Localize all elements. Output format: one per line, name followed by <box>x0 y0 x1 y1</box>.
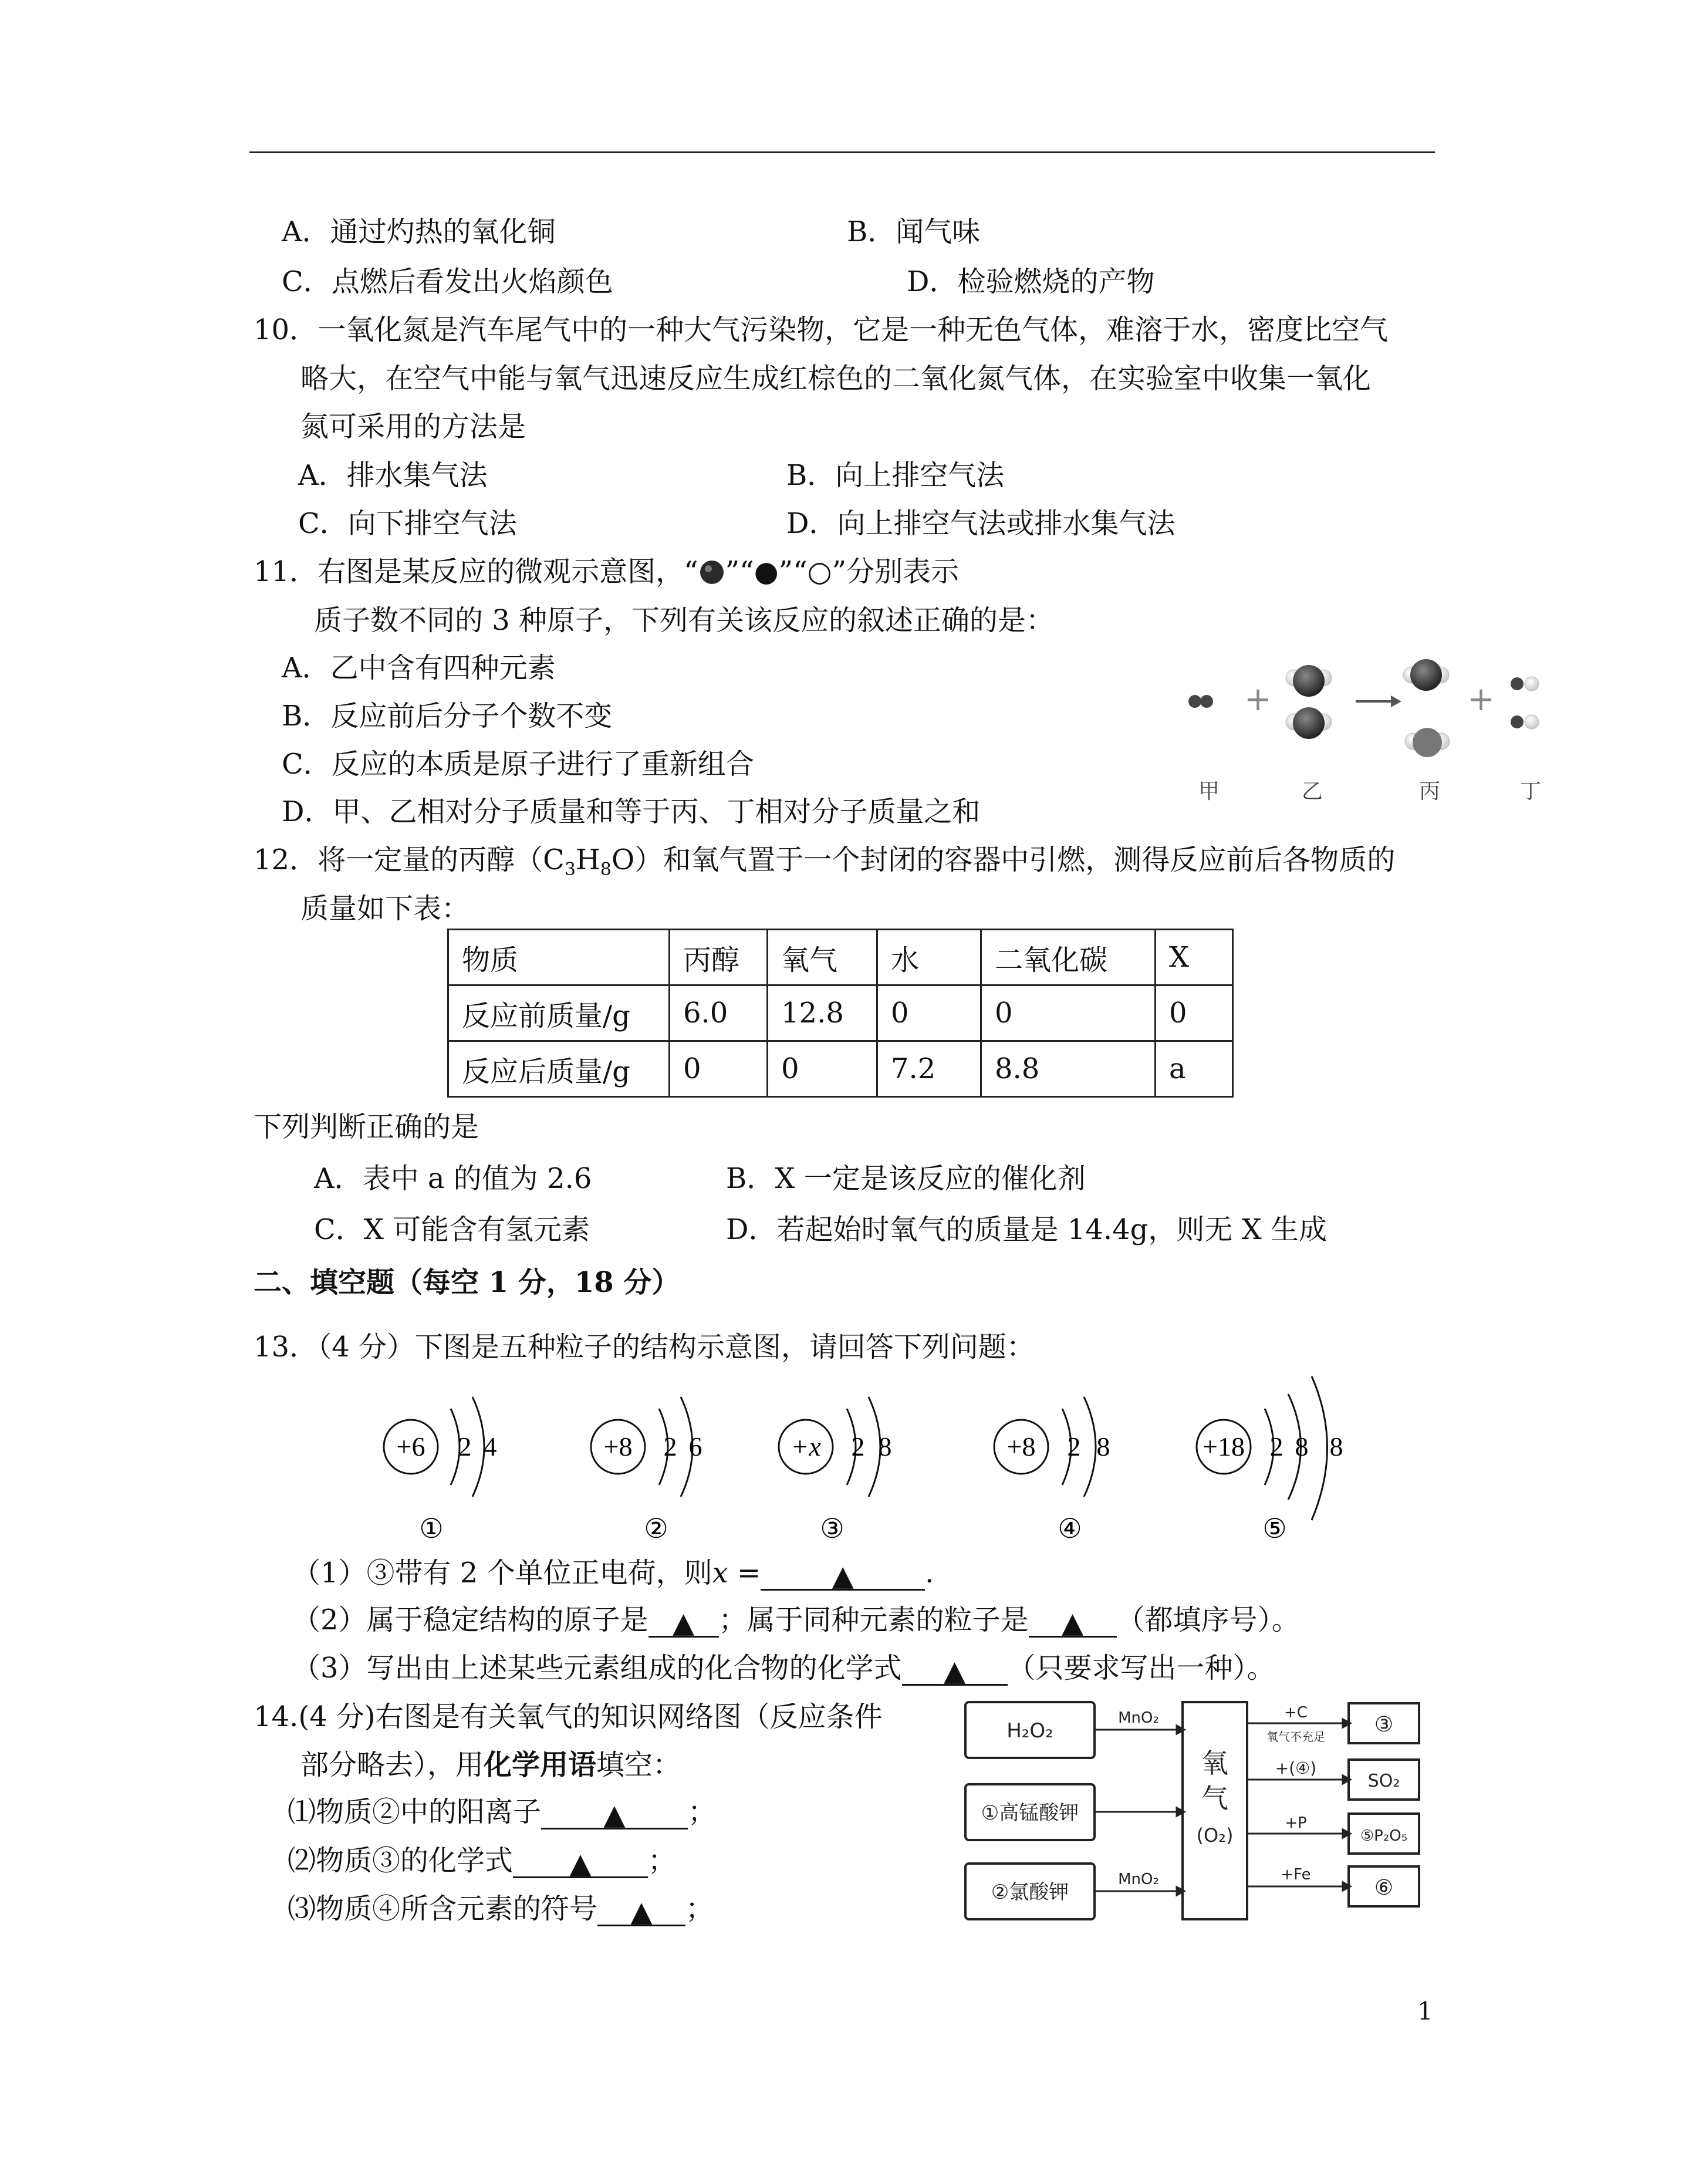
table-cell: 反应前质量/g <box>448 985 670 1041</box>
q13-part3-text-a: （3）写出由上述某些元素组成的化合物的化学式 <box>292 1652 902 1685</box>
catalyst-label-1: MnO₂ <box>1118 1709 1159 1727</box>
particle-2 <box>591 1397 702 1544</box>
svg-text:2: 2 <box>1067 1432 1081 1461</box>
q14-stem-part3: 填空： <box>596 1748 681 1781</box>
q12-sub-3: 3 <box>564 859 576 880</box>
center-oxygen-char1: 氧 <box>1201 1747 1228 1779</box>
q13-answer-blank-3[interactable]: ▲ <box>1029 1605 1117 1638</box>
oxygen-network-diagram <box>962 1696 1426 1925</box>
q14-part3 <box>288 1891 714 1926</box>
box-kclo3: ②氯酸钾 <box>991 1881 1069 1904</box>
q13-part1 <box>292 1555 934 1591</box>
label-bing: 丙 <box>1419 779 1441 804</box>
q14-part3-text: ⑶物质④所含元素的符号 <box>288 1892 598 1925</box>
q14-part1 <box>288 1794 716 1829</box>
table-row <box>448 985 1233 1041</box>
svg-text:③: ③ <box>820 1514 845 1544</box>
svg-text:6: 6 <box>688 1432 702 1461</box>
q14-stem-line1: 14.(4 分)右图是有关氧气的知识网络图（反应条件 <box>254 1700 883 1733</box>
svg-text:2: 2 <box>851 1432 865 1461</box>
q10-option-c: C．向下排空气法 <box>298 507 517 540</box>
header-rule <box>249 151 1435 153</box>
q10-stem-line1: 10．一氧化氮是汽车尾气中的一种大气污染物，它是一种无色气体，难溶于水，密度比空气 <box>254 313 1389 346</box>
particle-3 <box>779 1397 892 1544</box>
svg-text:+x: +x <box>791 1432 821 1461</box>
table-cell: 0 <box>877 985 981 1041</box>
svg-text:2: 2 <box>458 1432 472 1461</box>
label-ding: 丁 <box>1520 779 1542 804</box>
q9-option-a: A．通过灼热的氧化铜 <box>282 215 556 248</box>
table-cell: 7.2 <box>877 1041 981 1097</box>
q11-option-c: C．反应的本质是原子进行了重新组合 <box>282 748 754 781</box>
svg-text:8: 8 <box>1295 1432 1309 1461</box>
q12-h: H <box>575 843 600 876</box>
table-cell: X <box>1156 930 1233 985</box>
table-cell: 0 <box>1156 985 1233 1041</box>
q13-part2-text-c: （都填序号）。 <box>1116 1604 1300 1636</box>
q13-stem: 13．（4 分）下图是五种粒子的结构示意图，请回答下列问题： <box>254 1331 1035 1363</box>
svg-text:2: 2 <box>1269 1432 1283 1461</box>
catalyst-label-2: MnO₂ <box>1118 1871 1159 1888</box>
q14-answer-blank-2[interactable]: ▲ <box>513 1846 648 1878</box>
q9-option-c: C．点燃后看发出火焰颜色 <box>282 265 613 298</box>
q13-part2-text-a: （2）属于稳定结构的原子是 <box>292 1604 648 1636</box>
q14-stem-bold: 化学用语 <box>484 1748 597 1781</box>
q11-stem-line1 <box>254 554 959 589</box>
q14-answer-blank-3[interactable]: ▲ <box>597 1894 685 1926</box>
q14-stem-part1: 部分略去），用 <box>300 1748 484 1781</box>
q12-option-d: D．若起始时氧气的质量是 14.4g，则无 X 生成 <box>726 1213 1328 1246</box>
box-kmno4: ①高锰酸钾 <box>981 1801 1079 1825</box>
table-cell: 反应后质量/g <box>448 1041 670 1097</box>
q13-part2 <box>292 1602 1300 1638</box>
svg-text:4: 4 <box>483 1432 497 1461</box>
arrow-label-4: +(④) <box>1275 1758 1317 1778</box>
q13-answer-blank-2[interactable]: ▲ <box>648 1605 719 1638</box>
q14-part2 <box>288 1843 676 1878</box>
q12-prompt: 下列判断正确的是 <box>254 1110 479 1143</box>
q14-answer-blank-1[interactable]: ▲ <box>541 1797 688 1829</box>
svg-text:+8: +8 <box>603 1432 633 1461</box>
table-cell: 6.0 <box>670 985 768 1041</box>
q10-option-b: B．向上排空气法 <box>786 459 1005 492</box>
center-oxygen-char2: 气 <box>1201 1783 1228 1814</box>
q13-part3 <box>292 1650 1275 1686</box>
arrow-label-insufficient: 氧气不充足 <box>1266 1730 1325 1744</box>
table-cell: 水 <box>877 930 981 985</box>
q11-stem-line2: 质子数不同的 3 种原子，下列有关该反应的叙述正确的是： <box>314 604 1055 637</box>
page-number: 1 <box>1417 1997 1433 2026</box>
svg-text:8: 8 <box>878 1432 892 1461</box>
label-jia: 甲 <box>1198 779 1220 804</box>
q14-part2-text: ⑵物质③的化学式 <box>288 1844 514 1877</box>
product-bing-molecule <box>1403 659 1450 757</box>
q12-stem-line1 <box>254 842 1395 887</box>
svg-text:2: 2 <box>663 1432 677 1461</box>
q13-answer-blank-1[interactable]: ▲ <box>761 1558 925 1591</box>
reactant-yi-molecule <box>1286 665 1332 739</box>
q14-part1-semi: ； <box>688 1795 717 1828</box>
q9-option-d: D．检验燃烧的产物 <box>907 265 1155 298</box>
q10-stem-line2: 略大，在空气中能与氧气迅速反应生成红棕色的二氧化氮气体，在实验室中收集一氧化 <box>300 362 1372 395</box>
q12-option-b: B．X 一定是该反应的催化剂 <box>726 1162 1086 1195</box>
box-so2: SO₂ <box>1367 1771 1400 1791</box>
svg-text:+8: +8 <box>1006 1432 1036 1461</box>
q12-stem-part1: 12．将一定量的丙醇（C <box>254 843 565 876</box>
svg-text:8: 8 <box>1329 1432 1343 1461</box>
table-row <box>448 930 1233 985</box>
center-oxygen-formula: (O₂) <box>1196 1824 1234 1847</box>
reactant-jia-molecule <box>1188 695 1213 708</box>
svg-text:⑤: ⑤ <box>1262 1514 1287 1544</box>
arrow-label-p: +P <box>1285 1814 1307 1832</box>
table-cell: 0 <box>981 985 1156 1041</box>
svg-text:+18: +18 <box>1203 1432 1245 1461</box>
table-cell: 二氧化碳 <box>981 930 1156 985</box>
particle-4 <box>994 1397 1110 1544</box>
table-cell: 物质 <box>448 930 670 985</box>
q13-part2-text-b: ；属于同种元素的粒子是 <box>718 1604 1029 1636</box>
q12-option-c: C．X 可能含有氢元素 <box>314 1213 590 1246</box>
q12-stem-line2: 质量如下表： <box>300 892 470 925</box>
plus-sign-1: + <box>1244 680 1272 718</box>
svg-text:④: ④ <box>1058 1514 1082 1544</box>
arrow-label-c: +C <box>1284 1704 1308 1721</box>
svg-text:②: ② <box>644 1514 668 1544</box>
particle-1 <box>384 1397 497 1544</box>
q13-part1-text: （1）③带有 2 个单位正电荷，则 <box>292 1557 712 1589</box>
box-p2o5: ⑤P₂O₅ <box>1360 1827 1408 1845</box>
plus-sign-2: + <box>1467 680 1495 718</box>
table-cell: 丙醇 <box>670 930 768 985</box>
particle-structure-diagrams <box>376 1373 1373 1550</box>
q11-stem-part2: ”“●”“○”分别表示 <box>725 555 960 588</box>
particle-5 <box>1197 1376 1343 1544</box>
q13-part3-text-b: （只要求写出一种）。 <box>1007 1652 1275 1685</box>
q11-option-d: D．甲、乙相对分子质量和等于丙、丁相对分子质量之和 <box>282 795 981 828</box>
table-cell: 0 <box>768 1041 877 1097</box>
table-cell: 氧气 <box>768 930 877 985</box>
q10-option-a: A．排水集气法 <box>298 459 488 492</box>
q12-option-a: A．表中 a 的值为 2.6 <box>314 1162 592 1195</box>
label-yi: 乙 <box>1302 779 1323 804</box>
box-product-6: ⑥ <box>1374 1876 1394 1900</box>
q10-stem-line3: 氮可采用的方法是 <box>300 410 526 443</box>
table-cell: 0 <box>670 1041 768 1097</box>
q12-stem-part2: O）和氧气置于一个封闭的容器中引燃，测得反应前后各物质的 <box>611 843 1396 876</box>
q14-part1-text: ⑴物质②中的阳离子 <box>288 1795 542 1828</box>
table-cell: 12.8 <box>768 985 877 1041</box>
svg-text:8: 8 <box>1096 1432 1110 1461</box>
q13-part1-end: . <box>925 1557 934 1589</box>
q13-part1-x: x <box>712 1557 728 1589</box>
box-h2o2: H₂O₂ <box>1006 1719 1053 1743</box>
q11-option-a: A．乙中含有四种元素 <box>282 652 556 684</box>
q10-option-d: D．向上排空气法或排水集气法 <box>786 507 1176 540</box>
table-cell: a <box>1156 1041 1233 1097</box>
table-cell: 8.8 <box>981 1041 1156 1097</box>
q13-part1-eq: = <box>728 1557 761 1589</box>
section-2-title: 二、填空题（每空 1 分，18 分） <box>254 1266 680 1299</box>
svg-text:+6: +6 <box>396 1432 425 1461</box>
table-row <box>448 1041 1233 1097</box>
q11-stem-part1: 11．右图是某反应的微观示意图，“ <box>254 555 698 588</box>
arrow-label-fe: +Fe <box>1281 1866 1311 1883</box>
svg-text:①: ① <box>419 1514 444 1544</box>
q14-stem-line2 <box>300 1747 681 1783</box>
q13-answer-blank-4[interactable]: ▲ <box>902 1653 1008 1686</box>
large-atom-icon <box>698 559 725 586</box>
q11-option-b: B．反应前后分子个数不变 <box>282 700 613 732</box>
reaction-micro-diagram <box>1174 622 1561 810</box>
q12-sub-8: 8 <box>600 859 612 880</box>
product-ding-molecule <box>1511 677 1539 729</box>
box-product-3: ③ <box>1374 1713 1394 1737</box>
q14-part3-semi: ； <box>685 1892 714 1925</box>
mass-table <box>447 929 1234 1098</box>
q14-part2-semi: ； <box>648 1844 677 1877</box>
q9-option-b: B．闻气味 <box>847 215 981 248</box>
